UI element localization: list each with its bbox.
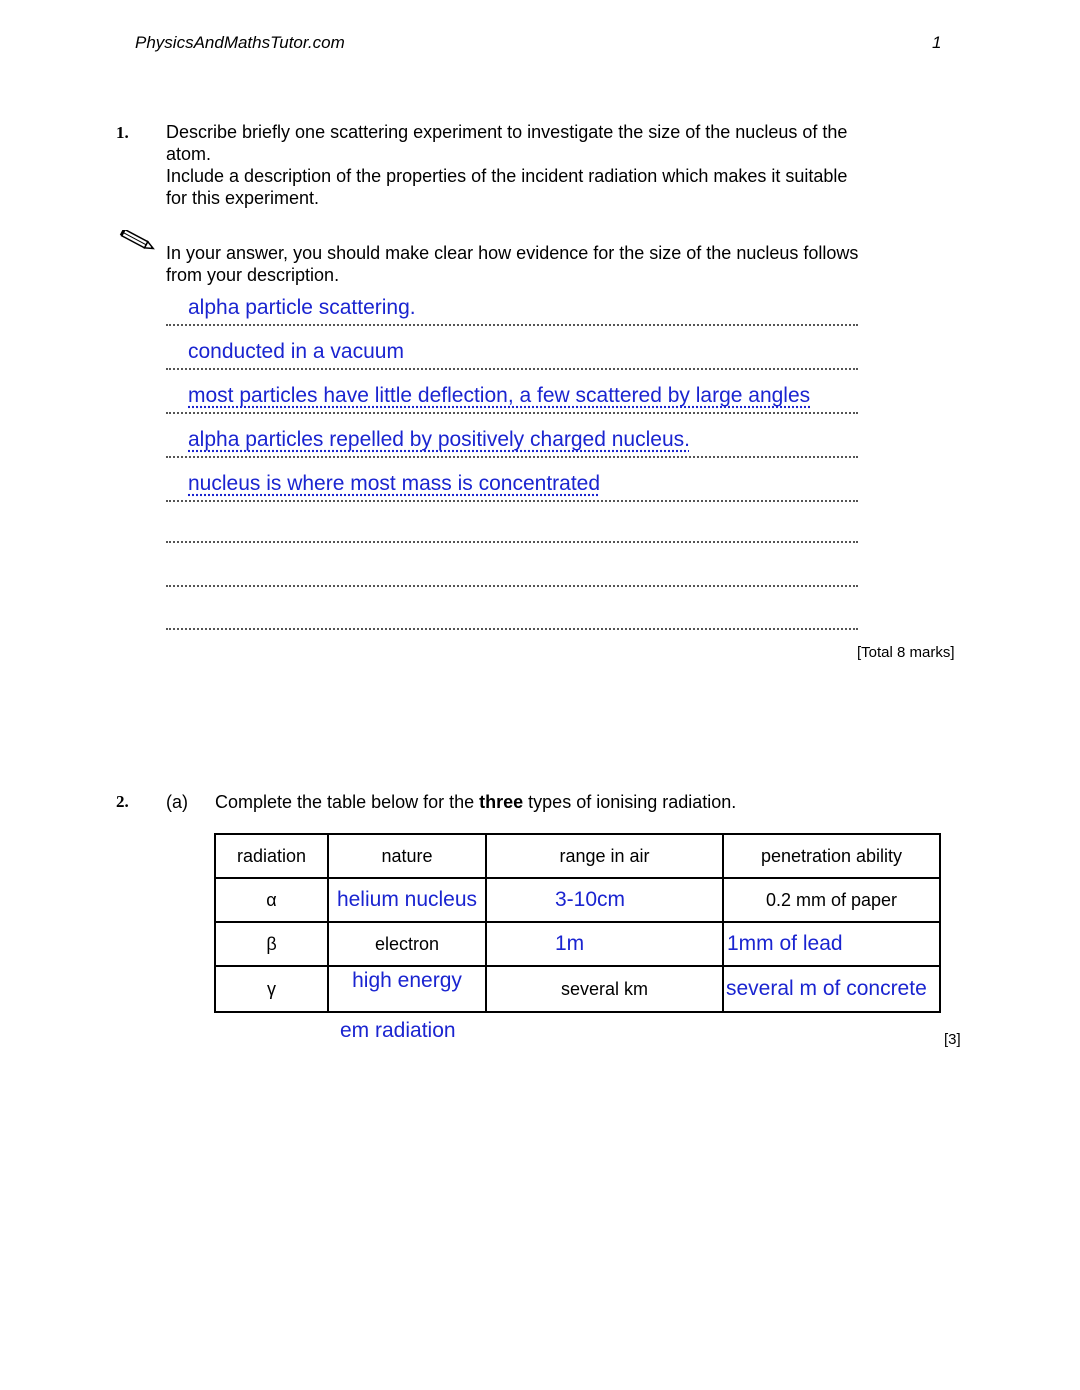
handwritten-answer: alpha particles repelled by positively charged nucleus. xyxy=(188,428,690,451)
table-row xyxy=(215,966,940,1012)
qwc-line: In your answer, you should make clear how evidence for the size of the nucleus follows xyxy=(166,243,859,263)
nature-overflow-text: em radiation xyxy=(340,1019,456,1042)
table-header-row xyxy=(215,834,940,878)
prompt-line: atom. xyxy=(166,144,212,164)
prompt-line: Include a description of the properties of the incident radiation which makes it suitable xyxy=(166,166,848,186)
table-row xyxy=(215,878,940,922)
handwritten-answer: conducted in a vacuum xyxy=(188,340,404,363)
nature-cell[interactable]: electron xyxy=(328,922,486,966)
handwritten-answer: nucleus is where most mass is concentrated xyxy=(188,472,601,495)
answer-line[interactable] xyxy=(166,500,858,502)
question-1-prompt xyxy=(166,121,847,209)
radiation-table xyxy=(214,833,941,1013)
range-cell[interactable]: 1m xyxy=(486,922,723,966)
penetration-cell[interactable]: several m of concrete xyxy=(723,966,940,1012)
qwc-line: from your description. xyxy=(166,265,340,285)
prompt-line: Describe briefly one scattering experiment to investigate the size of the nucleus of the xyxy=(166,122,848,142)
radiation-symbol: γ xyxy=(215,966,328,1012)
penetration-cell[interactable]: 0.2 mm of paper xyxy=(723,878,940,922)
radiation-symbol: α xyxy=(215,878,328,922)
nature-cell[interactable]: high energy xyxy=(328,966,486,1012)
answer-line[interactable] xyxy=(166,324,858,326)
range-cell[interactable]: 3-10cm xyxy=(486,878,723,922)
question-part-label: (a) xyxy=(166,792,188,812)
nature-cell[interactable]: helium nucleus xyxy=(328,878,486,922)
page-number: 1 xyxy=(932,33,942,52)
answer-line[interactable] xyxy=(166,368,858,370)
answer-line[interactable] xyxy=(166,585,858,587)
prompt-line: for this experiment. xyxy=(166,188,320,208)
handwritten-answer: most particles have little deflection, a few scattered by large angles xyxy=(188,384,811,407)
penetration-cell[interactable]: 1mm of lead xyxy=(723,922,940,966)
radiation-symbol: β xyxy=(215,922,328,966)
question-2-prompt: Complete the table below for the three types of ionising radiation. xyxy=(215,792,737,812)
table-row xyxy=(215,922,940,966)
column-header: nature xyxy=(328,834,486,878)
pencil-icon xyxy=(118,230,158,252)
site-header: PhysicsAndMathsTutor.com xyxy=(135,33,345,52)
column-header: radiation xyxy=(215,834,328,878)
answer-line[interactable] xyxy=(166,456,858,458)
answer-line[interactable] xyxy=(166,628,858,630)
answer-line[interactable] xyxy=(166,541,858,543)
qwc-instruction xyxy=(166,242,858,286)
question-2-number: 2. xyxy=(116,792,129,811)
answer-line[interactable] xyxy=(166,412,858,414)
column-header: penetration ability xyxy=(723,834,940,878)
range-cell[interactable]: several km xyxy=(486,966,723,1012)
handwritten-answer: alpha particle scattering. xyxy=(188,296,416,319)
part-marks: [3] xyxy=(944,1031,961,1048)
total-marks: [Total 8 marks] xyxy=(857,644,955,661)
question-1-number: 1. xyxy=(116,123,129,142)
column-header: range in air xyxy=(486,834,723,878)
